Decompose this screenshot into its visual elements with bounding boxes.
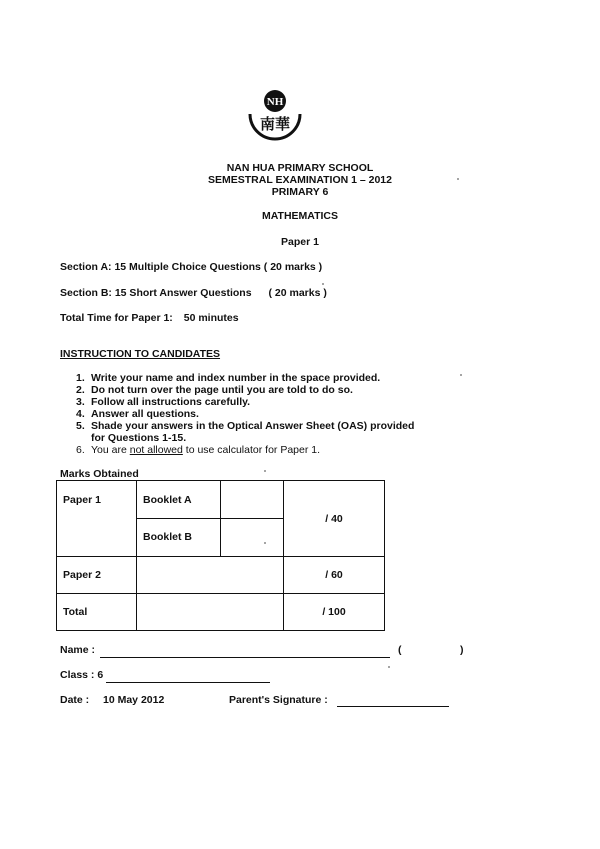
paper2-total: / 60 xyxy=(284,557,385,594)
list-item: 5. Shade your answers in the Optical Answer Sheet (OAS) provided xyxy=(76,420,415,432)
scan-speck xyxy=(264,470,266,472)
section-b xyxy=(60,287,327,299)
logo-monogram: NH xyxy=(266,96,284,108)
list-item: 1. Write your name and index number in the space provided. xyxy=(76,372,381,384)
total-score xyxy=(137,594,284,631)
list-item: 2. Do not turn over the page until you are told to do so. xyxy=(76,384,353,396)
total-time-value: 50 minutes xyxy=(183,312,239,324)
section-b-marks: ( 20 marks ) xyxy=(268,287,327,299)
section-b-label: Section B: 15 Short Answer Questions xyxy=(60,287,252,299)
paper2-score xyxy=(137,557,284,594)
index-paren-open: ( xyxy=(398,644,402,656)
list-item: 3. Follow all instructions carefully. xyxy=(76,396,251,408)
school-crest-icon xyxy=(244,84,306,146)
scan-speck xyxy=(388,666,390,668)
booklet-a-label: Booklet A xyxy=(137,481,221,519)
signature-label: Parent's Signature : xyxy=(229,694,328,706)
date-label: Date : xyxy=(60,694,90,706)
instructions-list xyxy=(76,372,414,456)
scan-speck xyxy=(457,178,459,180)
paper1-label: Paper 1 xyxy=(57,481,137,557)
paper2-label: Paper 2 xyxy=(57,557,137,594)
list-item: 6. You are not allowed to use calculator for Paper 1. xyxy=(76,444,321,456)
scan-speck xyxy=(460,374,462,376)
exam-title: SEMESTRAL EXAMINATION 1 – 2012 xyxy=(208,174,392,186)
booklet-b-score xyxy=(221,519,284,557)
scan-speck xyxy=(322,283,324,285)
total-label: Total xyxy=(57,594,137,631)
index-paren-close: ) xyxy=(460,644,464,656)
school-logo xyxy=(244,84,306,146)
level: PRIMARY 6 xyxy=(271,186,329,198)
list-item: 4. Answer all questions. xyxy=(76,408,199,420)
signature-field[interactable] xyxy=(337,706,449,707)
class-field[interactable] xyxy=(106,682,270,683)
subject: MATHEMATICS xyxy=(261,210,339,222)
paper-label: Paper 1 xyxy=(281,236,319,248)
grand-total: / 100 xyxy=(284,594,385,631)
total-time xyxy=(60,312,239,324)
total-time-label: Total Time for Paper 1: xyxy=(60,312,173,324)
booklet-a-score xyxy=(221,481,284,519)
instructions-heading: INSTRUCTION TO CANDIDATES xyxy=(60,348,221,360)
logo-characters: 南華 xyxy=(259,115,291,133)
date-value: 10 May 2012 xyxy=(103,694,165,706)
name-label: Name : xyxy=(60,644,96,656)
class-label: Class : 6 xyxy=(60,669,104,681)
list-item-continuation: for Questions 1-15. xyxy=(91,432,187,444)
scan-speck xyxy=(264,542,266,544)
paper1-total: / 40 xyxy=(284,481,385,557)
marks-table xyxy=(56,480,385,631)
marks-heading: Marks Obtained xyxy=(60,468,139,480)
booklet-b-label: Booklet B xyxy=(137,519,221,557)
school-name: NAN HUA PRIMARY SCHOOL xyxy=(226,162,374,174)
section-a: Section A: 15 Multiple Choice Questions ( 20 marks ) xyxy=(60,261,323,273)
name-field[interactable] xyxy=(100,657,390,658)
